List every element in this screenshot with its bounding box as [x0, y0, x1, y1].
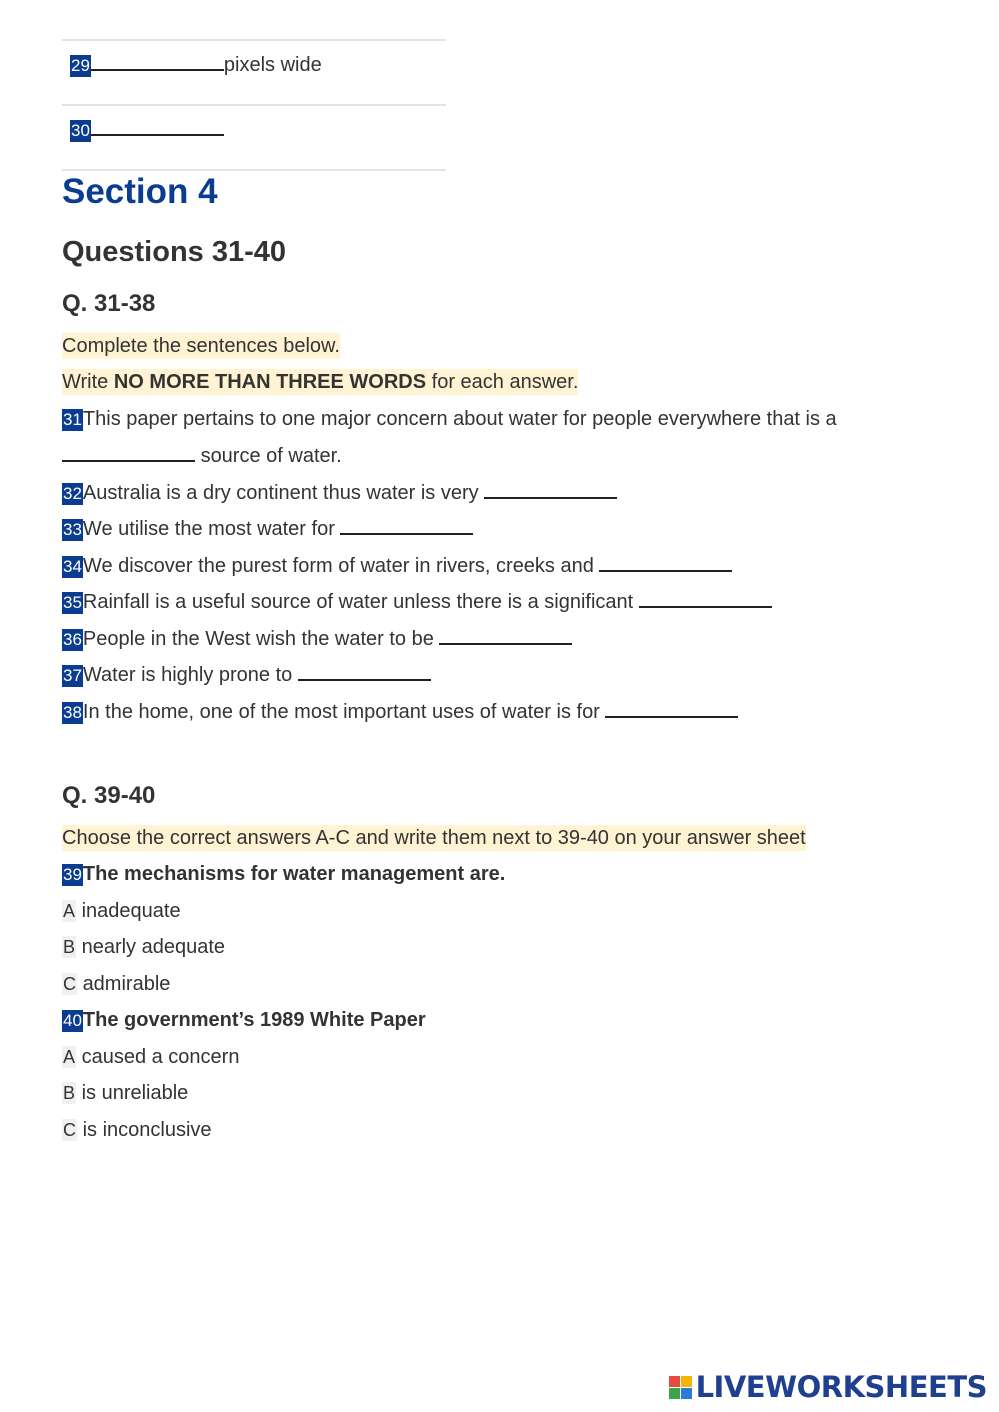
question-text: The government’s 1989 White Paper: [82, 1009, 426, 1031]
option-letter: B: [63, 937, 76, 957]
part1-instruction-2: [62, 369, 578, 395]
option-text: is unreliable: [81, 1082, 189, 1104]
question-number-badge: 35: [63, 593, 82, 612]
question-number-badge: 34: [63, 557, 82, 576]
question-text-continuation: source of water.: [200, 445, 342, 467]
answer-blank-33[interactable]: [340, 515, 473, 535]
liveworksheets-logo[interactable]: [669, 1370, 987, 1404]
question-text: We discover the purest form of water in rivers, creeks and: [82, 555, 594, 577]
answer-row-29: [70, 51, 322, 77]
part1-heading: Q. 31-38: [62, 290, 156, 317]
question-40: [62, 1007, 426, 1033]
answer-blank-34[interactable]: [599, 552, 732, 572]
question-number-badge: 31: [63, 410, 82, 429]
logo-text: LIVEWORKSHEETS: [695, 1370, 987, 1404]
option-letter: A: [63, 1047, 76, 1067]
answer-blank-37[interactable]: [298, 661, 431, 681]
instruction-suffix: for each answer.: [426, 371, 579, 393]
question-number-badge: 30: [71, 121, 90, 140]
answer-row-30: [70, 116, 224, 142]
question-text: Rainfall is a useful source of water unless there is a significant: [82, 591, 634, 613]
answer-blank-35[interactable]: [639, 588, 772, 608]
option-text: caused a concern: [81, 1046, 240, 1068]
question-text: Water is highly prone to: [82, 664, 293, 686]
option-text: nearly adequate: [81, 936, 226, 958]
option-40-c[interactable]: [62, 1117, 212, 1143]
option-39-b[interactable]: [62, 934, 225, 960]
question-text: In the home, one of the most important uses of water is for: [82, 701, 600, 723]
answer-blank-31[interactable]: [62, 442, 195, 462]
answer-suffix: pixels wide: [223, 54, 322, 76]
option-text: admirable: [82, 973, 171, 995]
answer-blank-30[interactable]: [91, 116, 224, 136]
questions-title: Questions 31-40: [62, 236, 287, 268]
table-divider: [62, 39, 446, 41]
question-text: People in the West wish the water to be: [82, 628, 434, 650]
answer-blank-29[interactable]: [91, 51, 224, 71]
option-letter: B: [63, 1083, 76, 1103]
option-text: inadequate: [81, 900, 181, 922]
option-39-a[interactable]: [62, 898, 181, 924]
option-40-b[interactable]: [62, 1080, 188, 1106]
question-number-badge: 32: [63, 484, 82, 503]
answer-blank-36[interactable]: [439, 625, 572, 645]
question-number-badge: 37: [63, 666, 82, 685]
question-text: Australia is a dry continent thus water is very: [82, 482, 479, 504]
question-31-continuation: [62, 442, 342, 469]
question-number-badge: 40: [63, 1011, 82, 1030]
question-text: This paper pertains to one major concern about water for people everywhere that is a: [82, 408, 837, 430]
section-title: Section 4: [62, 172, 218, 211]
logo-mark-icon: [669, 1376, 692, 1399]
option-text: is inconclusive: [82, 1119, 212, 1141]
question-38: [62, 698, 738, 725]
part2-heading: Q. 39-40: [62, 782, 156, 809]
question-33: [62, 515, 473, 542]
table-divider: [62, 104, 446, 106]
answer-blank-32[interactable]: [484, 479, 617, 499]
question-31: [62, 406, 837, 432]
question-34: [62, 552, 732, 579]
question-number-badge: 29: [71, 56, 90, 75]
question-number-badge: 33: [63, 520, 82, 539]
option-letter: C: [63, 974, 76, 994]
question-37: [62, 661, 431, 688]
question-number-badge: 38: [63, 703, 82, 722]
instruction-prefix: Write: [62, 371, 114, 393]
question-35: [62, 588, 772, 615]
instruction-emphasis: NO MORE THAN THREE WORDS: [113, 371, 427, 393]
question-36: [62, 625, 572, 652]
question-number-badge: 36: [63, 630, 82, 649]
option-letter: A: [63, 901, 76, 921]
option-39-c[interactable]: [62, 971, 170, 997]
question-text: The mechanisms for water management are.: [82, 863, 506, 885]
option-letter: C: [63, 1120, 76, 1140]
question-number-badge: 39: [63, 865, 82, 884]
question-39: [62, 861, 505, 887]
answer-blank-38[interactable]: [605, 698, 738, 718]
question-text: We utilise the most water for: [82, 518, 335, 540]
part1-instruction-1: Complete the sentences below.: [62, 335, 340, 357]
question-32: [62, 479, 617, 506]
option-40-a[interactable]: [62, 1044, 239, 1070]
part2-instruction: Choose the correct answers A-C and write them next to 39-40 on your answer sheet: [62, 827, 806, 849]
